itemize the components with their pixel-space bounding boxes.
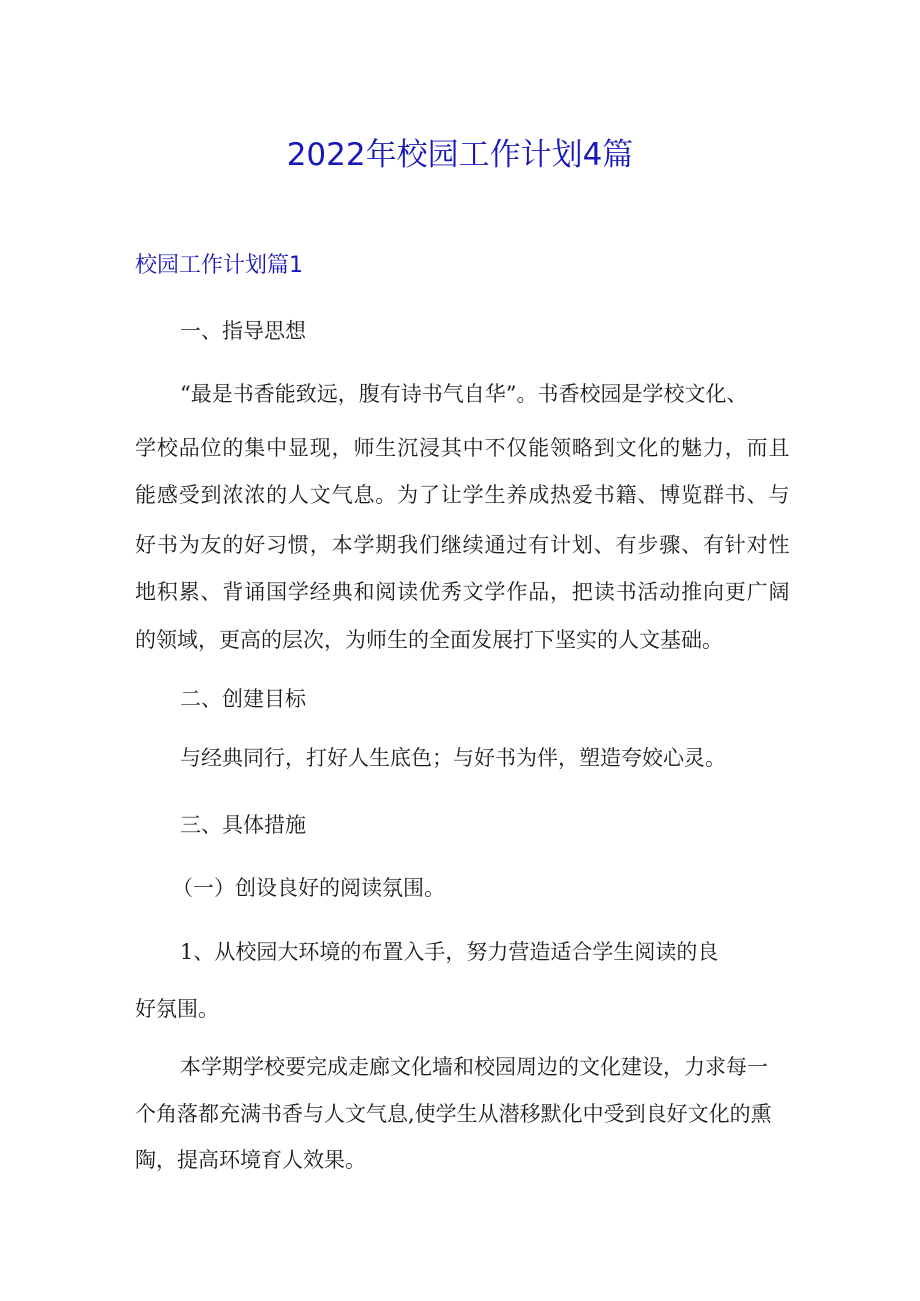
list-item-line: 1、从校园大环境的布置入手，努力营造适合学生阅读的良 bbox=[180, 940, 719, 964]
paragraph-line: 陶，提高环境育人效果。 bbox=[135, 1148, 366, 1172]
paragraph-line: 好书为友的好习惯，本学期我们继续通过有计划、有步骤、有针对性 bbox=[135, 533, 790, 557]
paragraph-line: 地积累、背诵国学经典和阅读优秀文学作品，把读书活动推向更广阔 bbox=[135, 580, 790, 604]
paragraph-line: 个角落都充满书香与人文气息,使学生从潜移默化中受到良好文化的熏 bbox=[135, 1102, 772, 1126]
paragraph-line: 的领域，更高的层次，为师生的全面发展打下坚实的人文基础。 bbox=[135, 628, 723, 652]
heading-measures: 三、具体措施 bbox=[180, 813, 306, 837]
paragraph-line: 能感受到浓浓的人文气息。为了让学生养成热爱书籍、博览群书、与 bbox=[135, 483, 790, 507]
list-item-line: 好氛围。 bbox=[135, 997, 219, 1021]
paragraph-line: “最是书香能致远，腹有诗书气自华”。书香校园是学校文化、 bbox=[180, 382, 748, 406]
heading-goals: 二、创建目标 bbox=[180, 687, 306, 711]
document-title: 2022年校园工作计划4篇 bbox=[286, 137, 634, 173]
section-heading: 校园工作计划篇1 bbox=[135, 253, 303, 278]
heading-guiding-ideology: 一、指导思想 bbox=[180, 319, 306, 343]
subheading-reading-atmosphere: （一）创设良好的阅读氛围。 bbox=[172, 876, 445, 900]
paragraph-line: 学校品位的集中显现，师生沉浸其中不仅能领略到文化的魅力，而且 bbox=[135, 436, 790, 460]
paragraph-line: 与经典同行，打好人生底色；与好书为伴，塑造夸姣心灵。 bbox=[180, 746, 726, 770]
paragraph-line: 本学期学校要完成走廊文化墙和校园周边的文化建设，力求每一 bbox=[180, 1055, 768, 1079]
